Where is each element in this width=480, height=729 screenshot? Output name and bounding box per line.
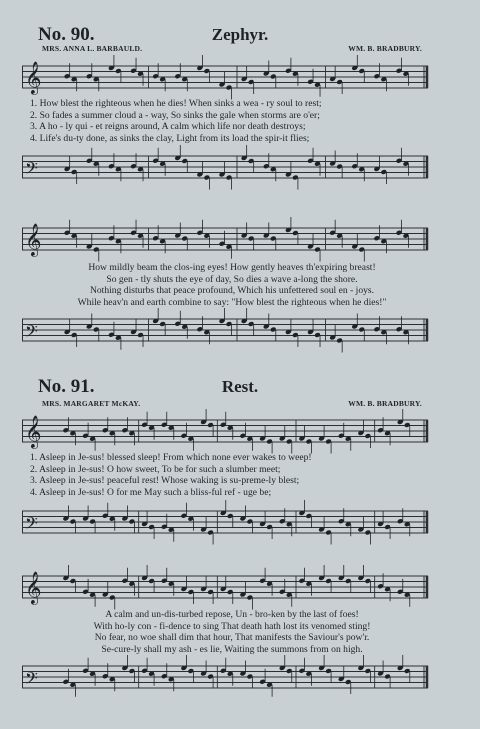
verse-block bbox=[30, 262, 434, 308]
hymn-number: No. 91. bbox=[38, 376, 95, 397]
verse-line: While heav'n and earth combine to say: "How blest the righteous when he dies!" bbox=[77, 296, 387, 308]
author-credit: MRS. MARGARET McKAY. bbox=[42, 399, 141, 408]
verse-line: Se-cure-ly shall my ash - es lie, Waiting the summons from on high. bbox=[101, 643, 363, 655]
bass-clef-icon: 𝄢 bbox=[25, 668, 38, 692]
treble-clef-icon: 𝄞 bbox=[25, 61, 42, 94]
verse-line: So gen - tly shuts the eye of day, So dies a wave a-long the shore. bbox=[106, 273, 358, 285]
verse-line: 1. Asleep in Je-sus! blessed sleep! From which none ever wakes to weep! bbox=[30, 452, 312, 463]
composer-credit: WM. B. BRADBURY. bbox=[348, 399, 422, 408]
author-credit: MRS. ANNA L. BARBAULD. bbox=[42, 44, 143, 53]
verse-block bbox=[30, 452, 434, 498]
verse-block bbox=[30, 609, 434, 655]
hymn-title: Zephyr. bbox=[211, 25, 269, 44]
treble-clef-icon: 𝄞 bbox=[25, 415, 42, 448]
hymn-90-credits bbox=[0, 44, 480, 56]
verse-line: A calm and un-dis-turbed repose, Un - bro-ken by the last of foes! bbox=[105, 609, 359, 620]
hymn-number: No. 90. bbox=[38, 24, 95, 45]
bass-staff bbox=[22, 313, 428, 353]
bass-clef-icon: 𝄢 bbox=[25, 513, 38, 537]
bass-clef-icon: 𝄢 bbox=[25, 158, 38, 182]
bass-clef-icon: 𝄢 bbox=[25, 321, 38, 345]
bass-staff bbox=[22, 660, 428, 700]
composer-credit: WM. B. BRADBURY. bbox=[348, 44, 422, 53]
treble-staff bbox=[22, 570, 428, 610]
verse-line: 3. A ho - ly qui - et reigns around, A calm which life nor death destroys; bbox=[30, 121, 306, 132]
hymn-title: Rest. bbox=[221, 377, 259, 396]
treble-staff bbox=[22, 414, 428, 454]
hymn-91-credits bbox=[0, 399, 480, 411]
verse-line: With ho-ly con - fi-dence to sing That death hath lost its venomed sting! bbox=[93, 620, 371, 632]
bass-staff bbox=[22, 150, 428, 190]
verse-line: 4. Asleep in Je-sus! O for me May such a bliss-ful ref - uge be; bbox=[30, 486, 272, 498]
verse-block bbox=[30, 98, 434, 144]
verse-line: No fear, no woe shall dim that hour, That manifests the Saviour's pow'r. bbox=[94, 632, 370, 643]
treble-clef-icon: 𝄞 bbox=[25, 223, 42, 256]
verse-line: Nothing disturbs that peace profound, Which his unfettered soul en - joys. bbox=[89, 285, 375, 296]
treble-staff bbox=[22, 222, 428, 262]
verse-line: How mildly beam the clos-ing eyes! How gently heaves th'expiring breast! bbox=[88, 262, 376, 273]
verse-line: 4. Life's du-ty done, as sinks the clay, Light from its load the spir-it flies; bbox=[30, 132, 310, 144]
treble-clef-icon: 𝄞 bbox=[25, 571, 42, 604]
verse-line: 2. Asleep in Je-sus! O how sweet, To be for such a slumber meet; bbox=[30, 463, 281, 475]
verse-line: 3. Asleep in Je-sus! peaceful rest! Whose waking is su-preme-ly blest; bbox=[30, 475, 300, 486]
bass-staff bbox=[22, 505, 428, 545]
treble-staff bbox=[22, 60, 428, 100]
verse-line: 2. So fades a summer cloud a - way, So sinks the gale when storms are o'er; bbox=[30, 109, 320, 121]
verse-line: 1. How blest the righteous when he dies! When sinks a wea - ry soul to rest; bbox=[30, 98, 322, 109]
